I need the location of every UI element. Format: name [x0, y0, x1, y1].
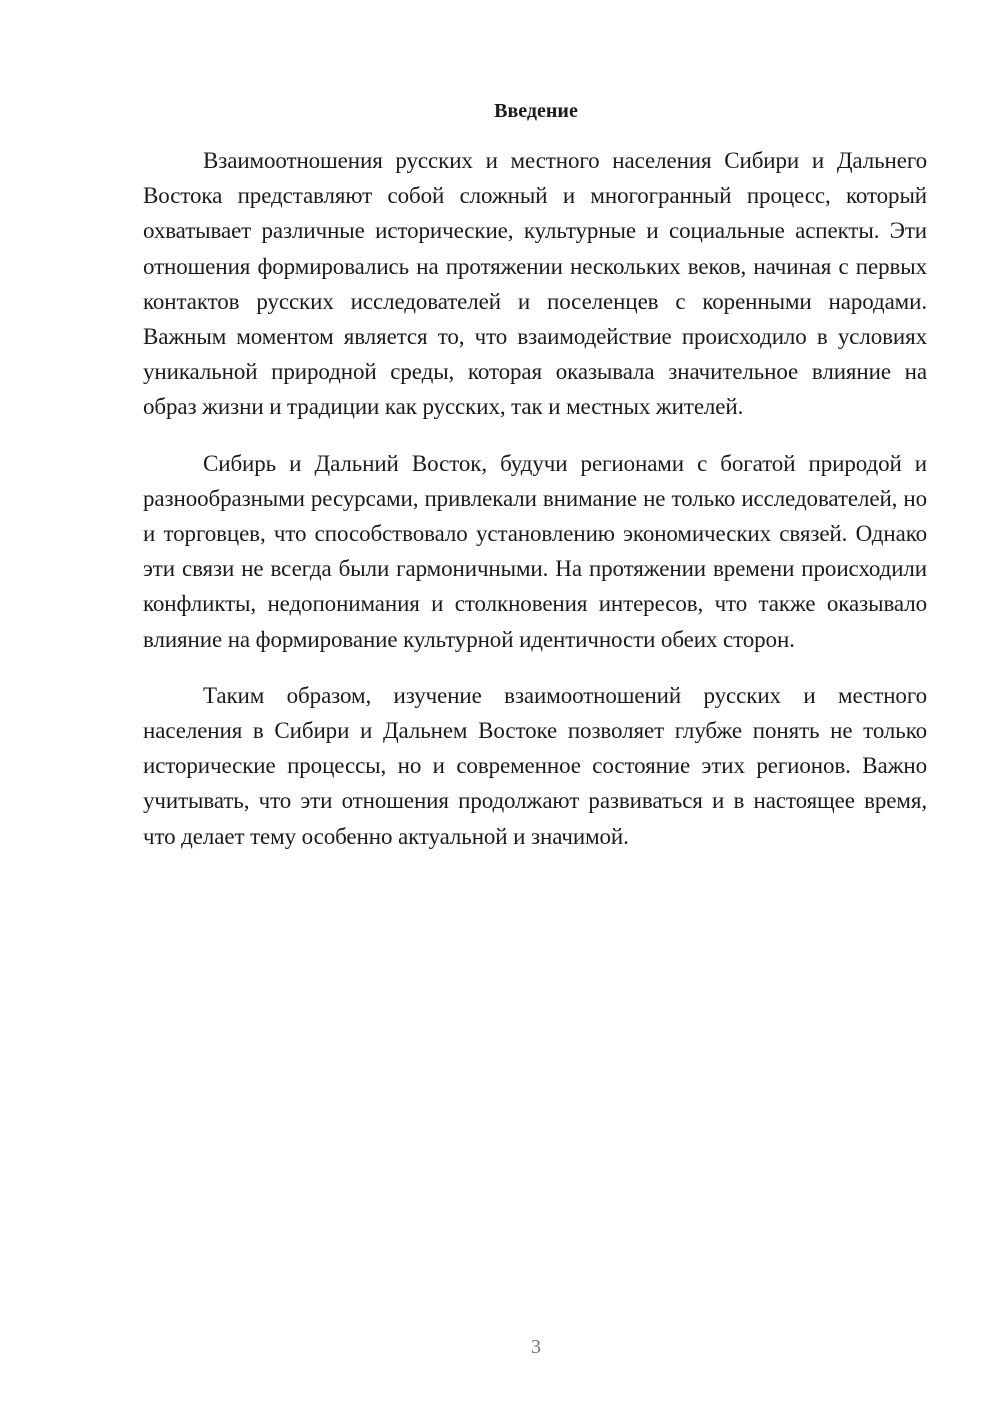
- paragraph-2: Сибирь и Дальний Восток, будучи регионами с богатой природой и разнообразными ресурсами, привлекали внимание не только исследователей, но и торговцев, что способствовало установлению экономических связей. Однако эти связи не всегда были гармоничными. На протяжении времени происходили конфликты, недопонимания и столкновения интересов, что также оказывало влияние на формирование культурной идентичности обеих сторон.: [143, 450, 927, 652]
- section-heading: Введение: [494, 100, 578, 122]
- body-text: [143, 143, 927, 875]
- paragraph-1: Взаимоотношения русских и местного населения Сибири и Дальнего Востока представляют собой сложный и многогранный процесс, который охватывает различные исторические, культурные и социальные аспекты. Эти отношения формировались на протяжении нескольких веков, начиная с первых контактов русских исследователей и поселенцев с коренными народами. Важным моментом является то, что взаимодействие происходило в условиях уникальной природной среды, которая оказывала значительное влияние на образ жизни и традиции как русских, так и местных жителей.: [143, 148, 927, 420]
- paragraph-3: Таким образом, изучение взаимоотношений русских и местного населения в Сибири и Дальнем Востоке позволяет глубже понять не только исторические процессы, но и современное состояние этих регионов. Важно учитывать, что эти отношения продолжают развиваться и в настоящее время, что делает тему особенно актуальной и значимой.: [143, 682, 927, 849]
- page-number: 3: [531, 1336, 541, 1358]
